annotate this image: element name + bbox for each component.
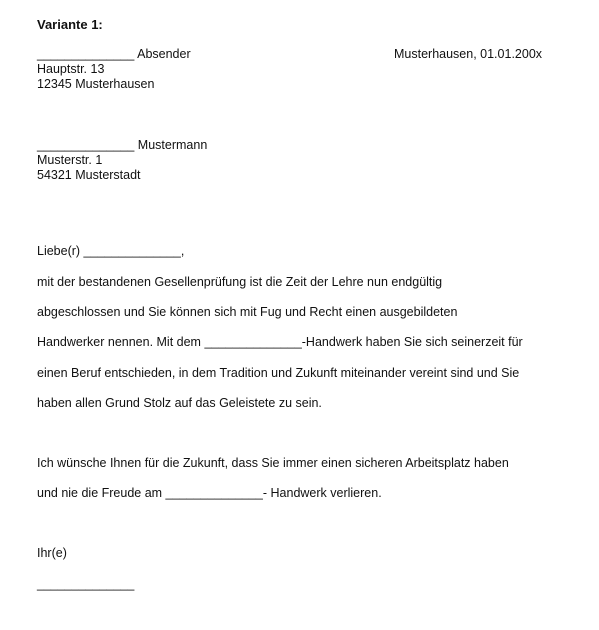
sender-block: [37, 47, 191, 92]
paragraph-line: haben allen Grund Stolz auf das Geleistete zu sein.: [37, 396, 322, 410]
variant-heading: Variante 1:: [37, 17, 103, 32]
paragraph-line: Handwerker nennen. Mit dem ______________-Handwerk haben Sie sich seinerzeit für: [37, 335, 523, 349]
paragraph-line: mit der bestandenen Gesellenprüfung ist die Zeit der Lehre nun endgültig: [37, 275, 443, 289]
recipient-city: 54321 Musterstadt: [37, 168, 141, 182]
paragraph-line: einen Beruf entschieden, in dem Tradition und Zukunft miteinander vereint sind und Sie: [37, 366, 520, 380]
closing: Ihr(e): [37, 546, 67, 560]
place-date: Musterhausen, 01.01.200x: [394, 47, 543, 61]
signature-line: ______________: [37, 577, 135, 591]
recipient-street: Musterstr. 1: [37, 153, 103, 167]
sender-street: Hauptstr. 13: [37, 62, 105, 76]
paragraph-line: und nie die Freude am ______________- Handwerk verlieren.: [37, 486, 382, 500]
sender-city: 12345 Musterhausen: [37, 77, 155, 91]
sender-name-line: ______________ Absender: [37, 47, 191, 61]
paragraph-line: Ich wünsche Ihnen für die Zukunft, dass Sie immer einen sicheren Arbeitsplatz haben: [37, 456, 509, 470]
salutation: Liebe(r) ______________,: [37, 244, 185, 258]
recipient-name-line: ______________ Mustermann: [37, 138, 208, 152]
paragraph-line: abgeschlossen und Sie können sich mit Fug und Recht einen ausgebildeten: [37, 305, 458, 319]
recipient-block: [37, 138, 207, 183]
